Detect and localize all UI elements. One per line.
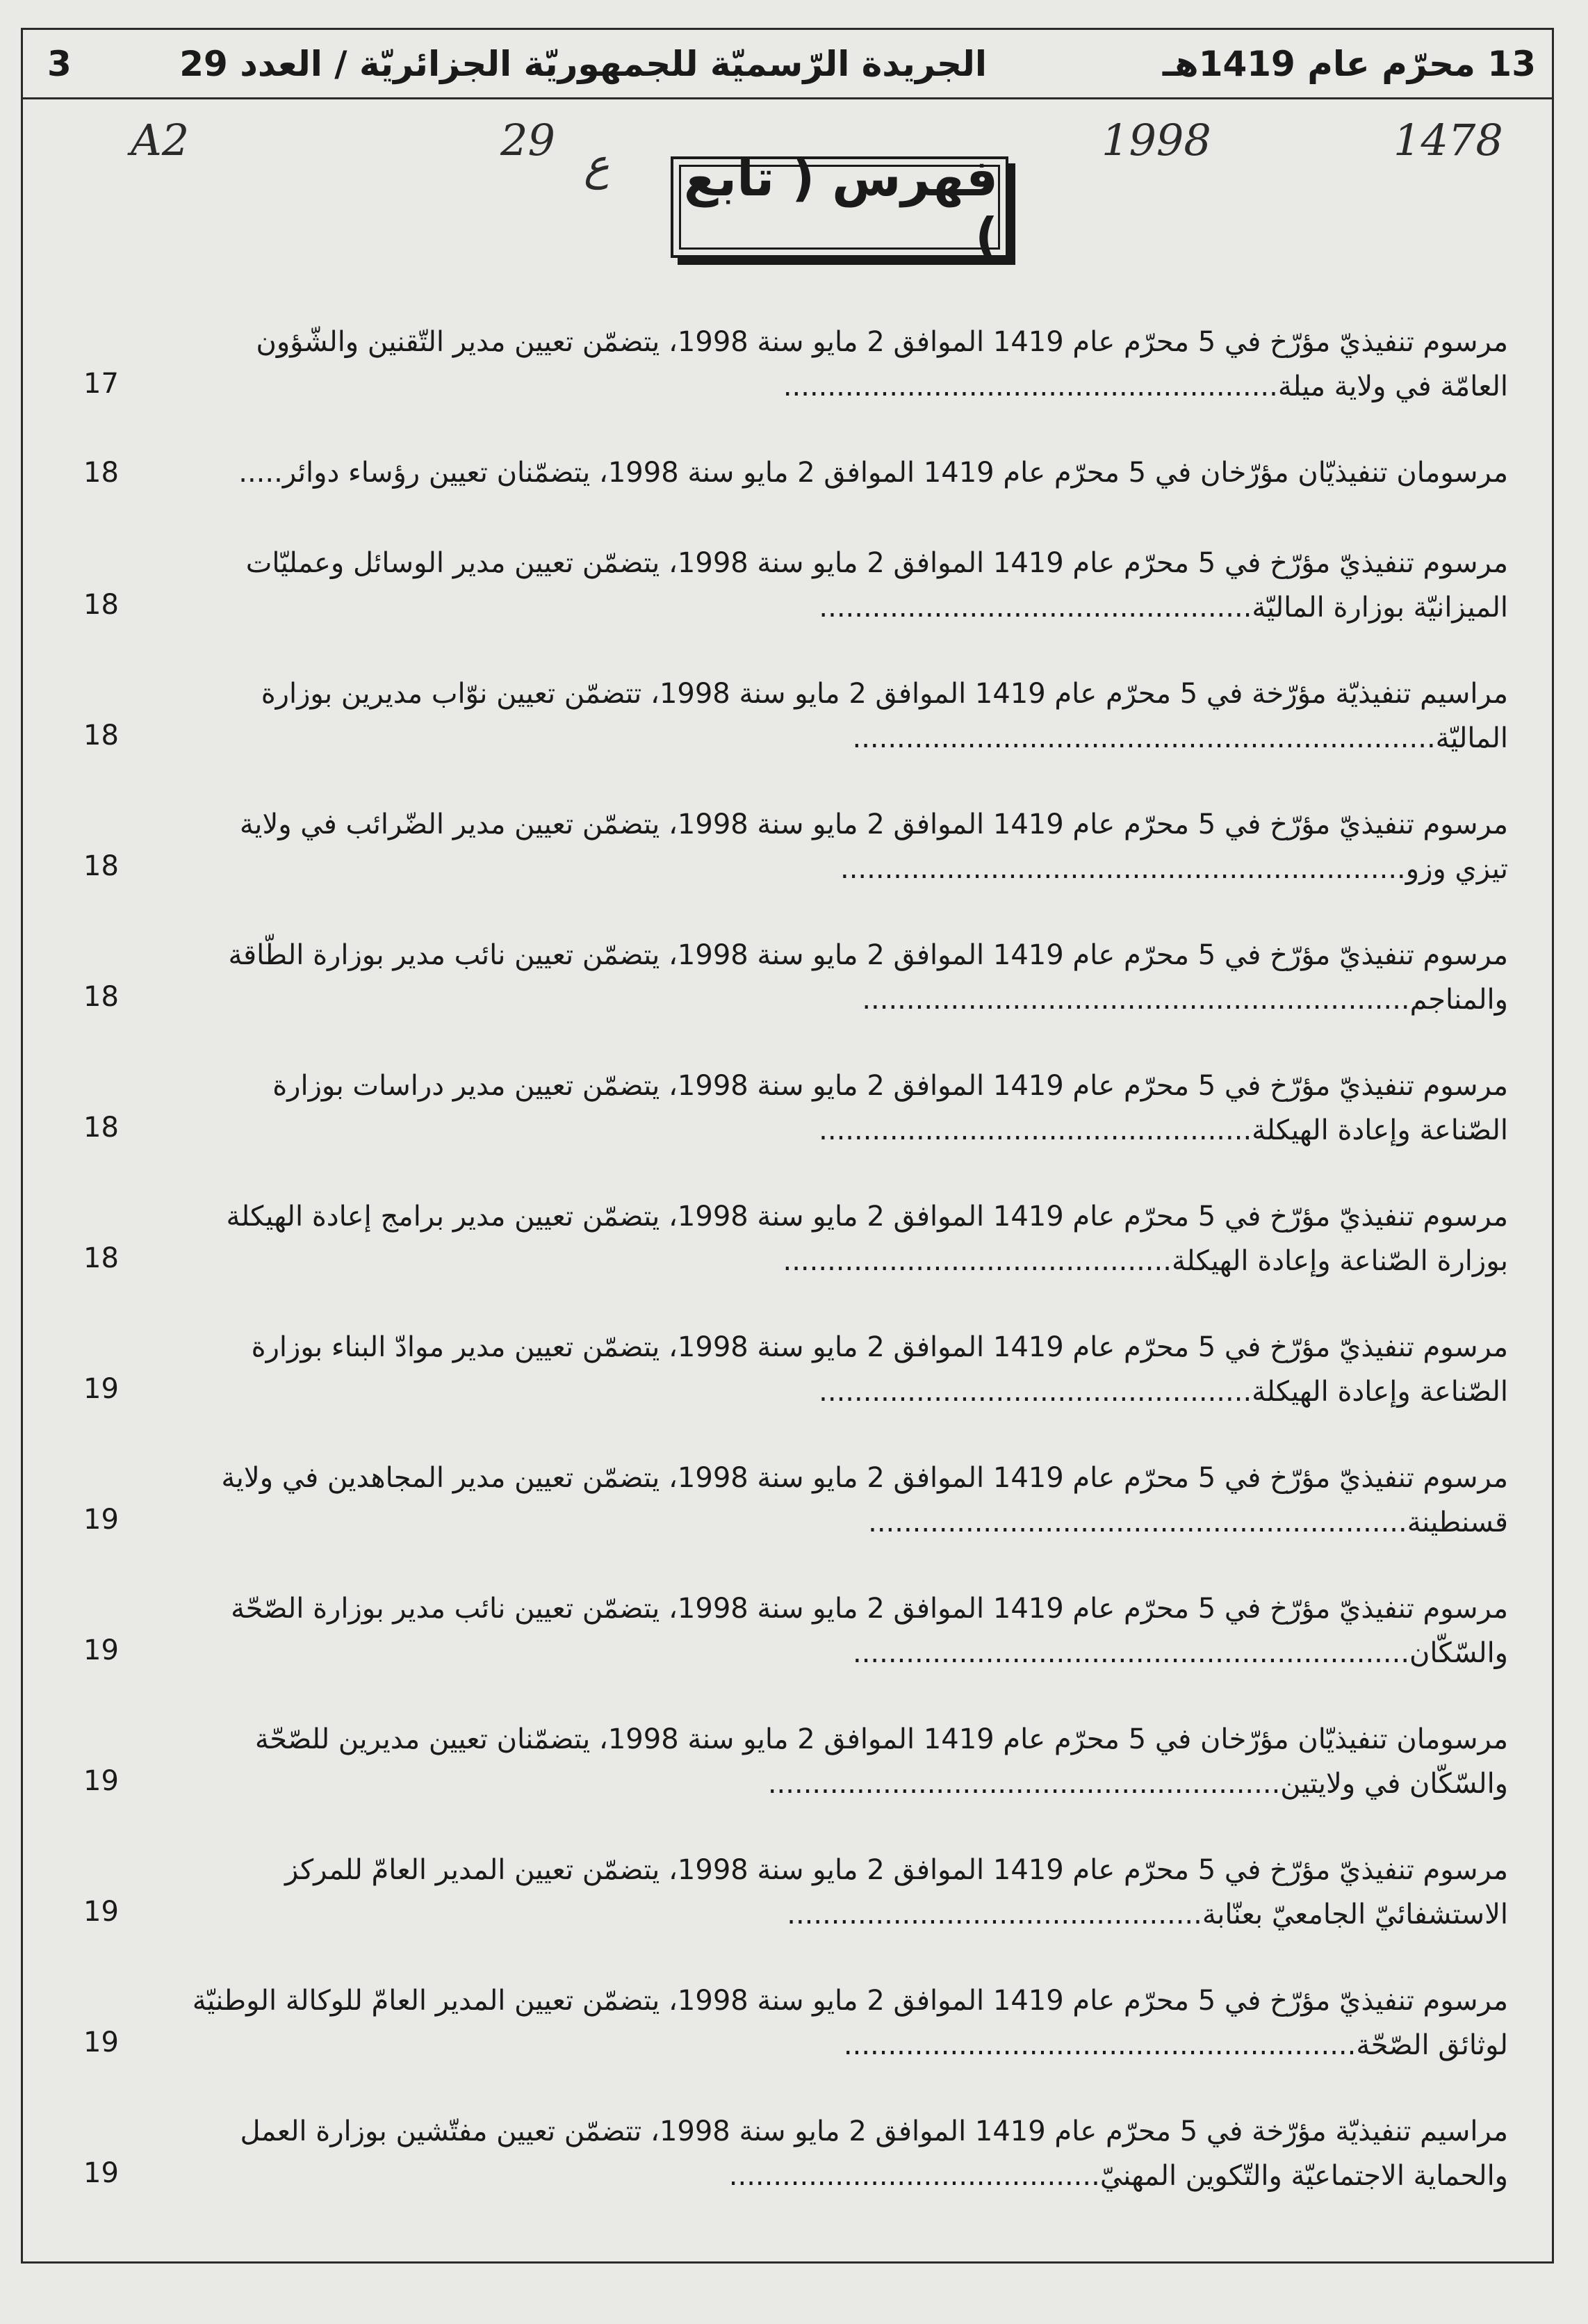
toc-entry-page: 18 — [83, 457, 119, 489]
toc-entry[interactable] — [83, 802, 1508, 933]
toc-entry-line2: والسّكّان في ولايتين — [1280, 1768, 1508, 1800]
toc-entry-line1: مرسوم تنفيذيّ مؤرّخ في 5 محرّم عام 1419 الموافق 2 مايو سنة 1998، يتضمّن تعيين مدير المجاهدين في ولاية — [221, 1462, 1508, 1494]
toc-entry-line2: بوزارة الصّناعة وإعادة الهيكلة — [1171, 1245, 1508, 1277]
toc-entry-line1: مرسوم تنفيذيّ مؤرّخ في 5 محرّم عام 1419 الموافق 2 مايو سنة 1998، يتضمّن تعيين مدير برامج إعادة الهيكلة — [226, 1201, 1508, 1233]
toc-entry-line2: الصّناعة وإعادة الهيكلة — [1252, 1114, 1508, 1146]
toc-entry[interactable] — [83, 1586, 1508, 1717]
toc-entry[interactable] — [83, 672, 1508, 802]
page-header — [42, 38, 1543, 94]
toc-entry-line2: الماليّة — [1435, 722, 1508, 754]
leader-dots: ............................................................. — [868, 1506, 1407, 1538]
toc-entry-line1: مرسوم تنفيذيّ مؤرّخ في 5 محرّم عام 1419 الموافق 2 مايو سنة 1998، يتضمّن تعيين المدير العامّ للوكالة الوطنيّة — [192, 1985, 1508, 2017]
toc-entry-page: 18 — [83, 981, 119, 1013]
leader-dots: .......................................................... — [843, 2029, 1357, 2061]
toc-entry-page: 18 — [83, 720, 119, 751]
handwritten-letter: ع — [584, 139, 609, 190]
toc-entry[interactable] — [83, 1717, 1508, 1848]
toc-entry-page: 19 — [83, 1504, 119, 1536]
toc-entry-line2: الاستشفائيّ الجامعيّ بعنّابة — [1202, 1899, 1508, 1931]
header-rule — [21, 97, 1554, 99]
toc-entry-line2: لوثائق الصّحّة — [1356, 2029, 1508, 2061]
toc-entry-page: 18 — [83, 589, 119, 621]
toc-entry-line2: والمناجم — [1409, 984, 1508, 1016]
toc-title: فهرس ( تابع ) — [679, 165, 1000, 250]
leader-dots: ........................................................ — [783, 371, 1278, 403]
leader-dots: .............................................................. — [862, 984, 1410, 1016]
toc-entry-page: 18 — [83, 850, 119, 882]
leader-dots: ............................................... — [787, 1899, 1202, 1931]
leader-dots: .................................................................. — [852, 722, 1436, 754]
toc-entry[interactable] — [83, 450, 1508, 541]
toc-entry[interactable] — [83, 1978, 1508, 2109]
toc-entry-page: 18 — [83, 1242, 119, 1274]
toc-entry-line1: مرسوم تنفيذيّ مؤرّخ في 5 محرّم عام 1419 الموافق 2 مايو سنة 1998، يتضمّن تعيين مدير التّقنين والشّؤون — [256, 326, 1508, 358]
toc-entry-line1: مرسوم تنفيذيّ مؤرّخ في 5 محرّم عام 1419 الموافق 2 مايو سنة 1998، يتضمّن تعيين مدير الوسائل وعمليّات — [245, 547, 1508, 579]
toc-entry[interactable] — [83, 320, 1508, 450]
toc-entry[interactable] — [83, 1848, 1508, 1978]
toc-entry[interactable] — [83, 933, 1508, 1064]
toc-entry[interactable] — [83, 1456, 1508, 1586]
toc-entry-line1: مرسوم تنفيذيّ مؤرّخ في 5 محرّم عام 1419 الموافق 2 مايو سنة 1998، يتضمّن تعيين مدير دراسات بوزارة — [272, 1070, 1508, 1102]
toc-entry-line1: مرسوم تنفيذيّ مؤرّخ في 5 محرّم عام 1419 الموافق 2 مايو سنة 1998، يتضمّن تعيين المدير العامّ للمركز — [285, 1854, 1508, 1886]
toc-entry-line1: مرسوم تنفيذيّ مؤرّخ في 5 محرّم عام 1419 الموافق 2 مايو سنة 1998، يتضمّن تعيين نائب مدير بوزارة الطّاقة — [228, 939, 1508, 971]
toc-entry[interactable] — [83, 2109, 1508, 2240]
toc-entry-line1: مرسومان تنفيذيّان مؤرّخان في 5 محرّم عام 1419 الموافق 2 مايو سنة 1998، يتضمّنان تعيين رؤساء دوائر — [282, 457, 1508, 489]
leader-dots: ............................................................... — [853, 1637, 1410, 1669]
toc-entry-page: 19 — [83, 1765, 119, 1797]
handwritten-issue: 29 — [500, 115, 555, 165]
toc-entry[interactable] — [83, 541, 1508, 672]
leader-dots: ................................................. — [819, 1376, 1252, 1408]
leader-dots: .......................................................... — [767, 1768, 1281, 1800]
toc-entry-page: 19 — [83, 2026, 119, 2058]
handwritten-year: 1998 — [1102, 115, 1211, 165]
toc-entry-line1: مرسوم تنفيذيّ مؤرّخ في 5 محرّم عام 1419 الموافق 2 مايو سنة 1998، يتضمّن تعيين مدير موادّ البناء بوزارة — [251, 1331, 1508, 1363]
leader-dots: ................................................. — [819, 1114, 1252, 1146]
toc-entry-line2: والحماية الاجتماعيّة والتّكوين المهنيّ — [1099, 2160, 1508, 2192]
toc-entry-page: 19 — [83, 1373, 119, 1405]
leader-dots: ............................................ — [783, 1245, 1172, 1277]
toc-entry-line1: مراسيم تنفيذيّة مؤرّخة في 5 محرّم عام 1419 الموافق 2 مايو سنة 1998، تتضمّن تعيين مفتّشين بوزارة العمل — [240, 2115, 1508, 2147]
header-publication: الجريدة الرّسميّة للجمهوريّة الجزائريّة / العدد 29 — [179, 44, 987, 84]
toc-entry-line2: الميزانيّة بوزارة الماليّة — [1252, 592, 1508, 624]
leader-dots: ................................................................ — [840, 853, 1406, 885]
leader-dots: .......................................... — [728, 2160, 1100, 2192]
handwritten-number: 1478 — [1393, 115, 1503, 165]
toc-entry[interactable] — [83, 1064, 1508, 1194]
toc-entry-line1: مراسيم تنفيذيّة مؤرّخة في 5 محرّم عام 1419 الموافق 2 مايو سنة 1998، تتضمّن تعيين نوّاب مديرين بوزارة — [261, 678, 1508, 710]
toc-entry-line1: مرسوم تنفيذيّ مؤرّخ في 5 محرّم عام 1419 الموافق 2 مايو سنة 1998، يتضمّن تعيين نائب مدير بوزارة الصّحّة — [231, 1593, 1508, 1625]
leader-dots: ................................................. — [819, 592, 1252, 624]
toc-title-box — [671, 149, 1008, 266]
leader-dots: ..... — [238, 457, 283, 489]
toc-entry-line2: والسّكّان — [1409, 1637, 1508, 1669]
toc-entry-line1: مرسوم تنفيذيّ مؤرّخ في 5 محرّم عام 1419 الموافق 2 مايو سنة 1998، يتضمّن تعيين مدير الضّرائب في ولاية — [239, 808, 1508, 840]
header-date: 13 محرّم عام 1419هـ — [1162, 44, 1536, 84]
toc-entry[interactable] — [83, 1325, 1508, 1456]
toc-entry[interactable] — [83, 1194, 1508, 1325]
toc-entry-page: 19 — [83, 1634, 119, 1666]
toc-entry-page: 19 — [83, 2157, 119, 2189]
toc-entry-line2: قسنطينة — [1407, 1506, 1508, 1538]
toc-entry-page: 17 — [83, 368, 119, 400]
toc-entry-line2: تيزي وزو — [1405, 853, 1508, 885]
header-page-number: 3 — [47, 44, 72, 84]
toc-entry-line2: الصّناعة وإعادة الهيكلة — [1252, 1376, 1508, 1408]
toc-entry-line2: العامّة في ولاية ميلة — [1277, 371, 1508, 403]
toc-entry-page: 18 — [83, 1112, 119, 1144]
toc-list — [83, 320, 1508, 2240]
toc-entry-line1: مرسومان تنفيذيّان مؤرّخان في 5 محرّم عام 1419 الموافق 2 مايو سنة 1998، يتضمّنان تعيين مديرين للصّحّة — [254, 1723, 1508, 1755]
toc-entry-page: 19 — [83, 1896, 119, 1928]
handwritten-ref: A2 — [131, 115, 190, 165]
